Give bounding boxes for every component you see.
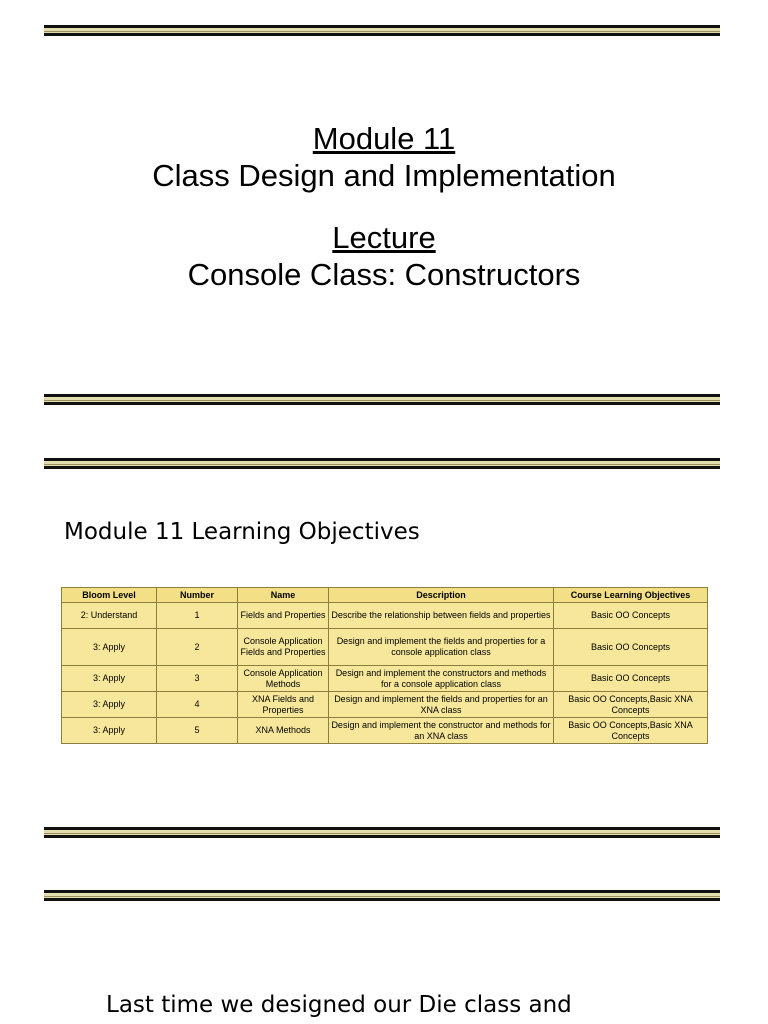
table-cell: XNA Fields and Properties (238, 692, 329, 718)
table-cell: 3: Apply (62, 629, 157, 666)
table-cell: 4 (157, 692, 238, 718)
lecture-heading: Lecture (332, 220, 436, 255)
table-row (62, 718, 708, 744)
table-cell: 3: Apply (62, 666, 157, 692)
slide-divider-top (44, 25, 720, 36)
objectives-heading: Module 11 Learning Objectives (64, 519, 420, 545)
table-cell: 2 (157, 629, 238, 666)
module-title: Class Design and Implementation (152, 158, 616, 193)
column-header: Description (329, 588, 554, 603)
slide-divider-top (44, 890, 720, 901)
column-header: Name (238, 588, 329, 603)
learning-objectives-table (61, 587, 708, 744)
table-row (62, 692, 708, 718)
table-cell: Design and implement the fields and properties for a console application class (329, 629, 554, 666)
table-cell: 3: Apply (62, 692, 157, 718)
module-heading: Module 11 (312, 121, 456, 156)
slide-divider-top (44, 458, 720, 469)
table-cell: XNA Methods (238, 718, 329, 744)
table-cell: Basic OO Concepts,Basic XNA Concepts (554, 692, 708, 718)
table-cell: Design and implement the constructor and methods for an XNA class (329, 718, 554, 744)
lecture-title: Console Class: Constructors (187, 257, 581, 292)
table-cell: Design and implement the fields and properties for an XNA class (329, 692, 554, 718)
slide1-title-block (0, 120, 768, 293)
table-cell: 3: Apply (62, 718, 157, 744)
table-cell: Fields and Properties (238, 603, 329, 629)
table-row (62, 666, 708, 692)
table-cell: Basic OO Concepts,Basic XNA Concepts (554, 718, 708, 744)
table-cell: 1 (157, 603, 238, 629)
slide-divider-bottom (44, 394, 720, 405)
table-cell: 3 (157, 666, 238, 692)
slide3-body-text: Last time we designed our Die class and (106, 992, 572, 1018)
table-cell: 2: Understand (62, 603, 157, 629)
table-cell: Basic OO Concepts (554, 603, 708, 629)
column-header: Bloom Level (62, 588, 157, 603)
table-row (62, 629, 708, 666)
slide-divider-bottom (44, 827, 720, 838)
table-cell: Console Application Fields and Properties (238, 629, 329, 666)
table-cell: Basic OO Concepts (554, 629, 708, 666)
column-header: Number (157, 588, 238, 603)
table-cell: Describe the relationship between fields and properties (329, 603, 554, 629)
table-row (62, 603, 708, 629)
table-cell: 5 (157, 718, 238, 744)
table-cell: Design and implement the constructors and methods for a console application class (329, 666, 554, 692)
table-cell: Basic OO Concepts (554, 666, 708, 692)
table-header-row (62, 588, 708, 603)
column-header: Course Learning Objectives (554, 588, 708, 603)
table-cell: Console Application Methods (238, 666, 329, 692)
